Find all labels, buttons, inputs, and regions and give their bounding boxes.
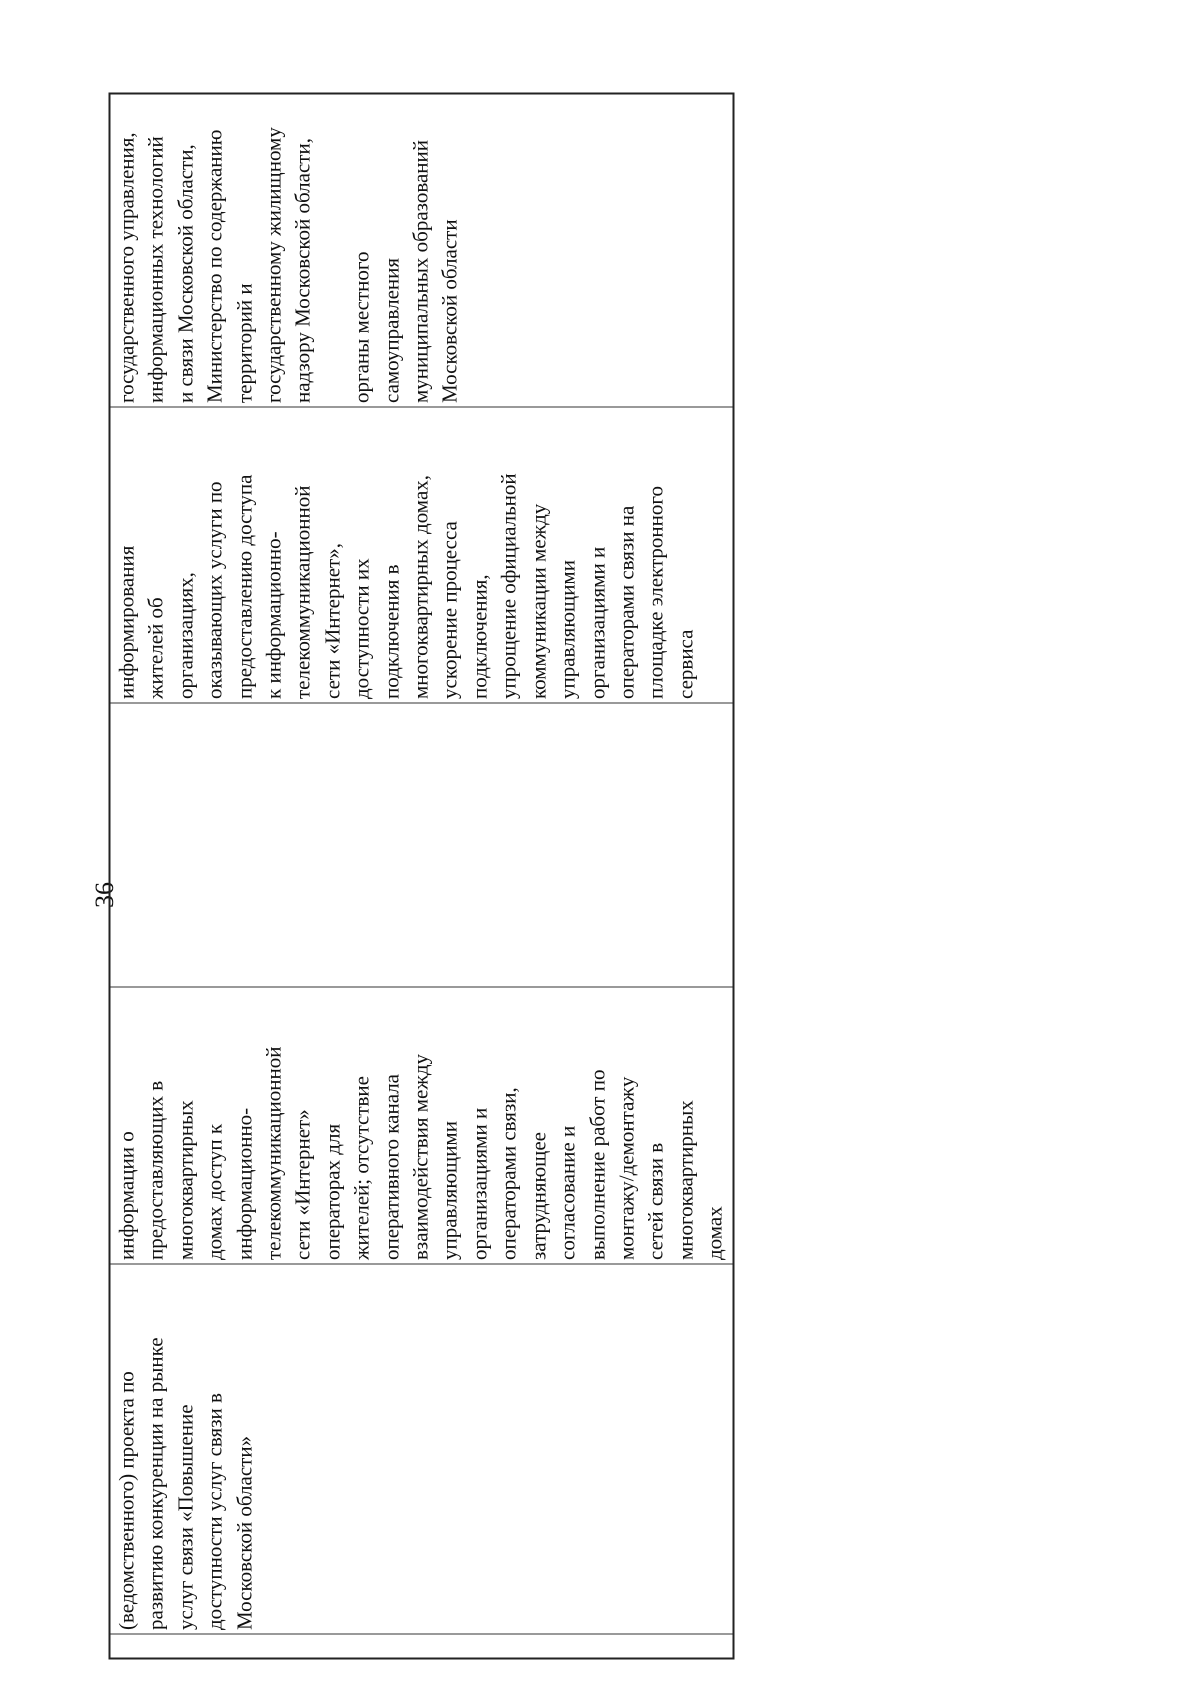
table-frame xyxy=(109,95,727,1660)
cell-line: многоквартирных домах, xyxy=(408,474,433,699)
cell-line: ускорение процесса xyxy=(437,521,462,699)
cell-line: Московской области» xyxy=(232,1435,257,1630)
cell-line: информации о xyxy=(114,1131,139,1260)
cell-line: (ведомственного) проекта по xyxy=(114,1371,139,1630)
cell-deadline xyxy=(110,704,734,988)
cell-line: надзору Московской области, xyxy=(290,138,315,403)
cell-line: упрощение официальной xyxy=(496,473,521,699)
cell-responsible xyxy=(110,94,734,408)
cell-line: информирования xyxy=(114,545,139,699)
cell-line: организациях, xyxy=(173,572,198,699)
cell-line: информационных технологий xyxy=(143,136,168,403)
cell-line: территорий и xyxy=(232,283,257,403)
cell-line: самоуправления xyxy=(379,257,404,403)
cell-line: Московской области xyxy=(437,219,462,403)
cell-line xyxy=(318,99,347,404)
cell-line: организациями и xyxy=(467,1107,492,1260)
cell-number xyxy=(110,1635,734,1659)
cell-line: операторами связи, xyxy=(496,1087,521,1260)
cell-line: развитию конкуренции на рынке xyxy=(143,1337,168,1630)
cell-line: к информационно- xyxy=(261,531,286,699)
cell-result xyxy=(110,408,734,704)
cell-line: сервиса xyxy=(673,629,698,699)
cell-problem xyxy=(110,988,734,1265)
table-row xyxy=(110,94,734,1659)
cell-line: информационно- xyxy=(232,1107,257,1260)
cell-line: коммуникации между xyxy=(526,503,551,699)
cell-line: Министерство по содержанию xyxy=(202,129,227,403)
cell-line: операторами связи на xyxy=(614,505,639,699)
cell-line: взаимодействия между xyxy=(408,1053,433,1260)
cell-line: услуг связи «Повышение xyxy=(173,1404,198,1630)
cell-line: государственного управления, xyxy=(114,132,139,403)
page-number: 36 xyxy=(90,882,119,908)
cell-line: доступности услуг связи в xyxy=(202,1393,227,1630)
cell-line: жителей; отсутствие xyxy=(349,1076,374,1260)
cell-project-name xyxy=(110,1265,734,1635)
cell-line: монтажу/демонтажу xyxy=(614,1076,639,1260)
cell-line: сети «Интернет», xyxy=(320,543,345,699)
cell-line: управляющими xyxy=(437,1121,462,1260)
cell-line: сети «Интернет» xyxy=(290,1109,315,1260)
cell-line: телекоммуникационной xyxy=(261,1046,286,1260)
cell-line: затрудняющее xyxy=(526,1132,551,1260)
cell-line: предоставлению доступа xyxy=(232,474,257,699)
cell-line: подключения, xyxy=(467,574,492,699)
measures-table xyxy=(109,93,735,1660)
cell-line: доступности их xyxy=(349,558,374,699)
cell-line: органы местного xyxy=(349,251,374,403)
cell-line: управляющими xyxy=(555,560,580,699)
cell-line: многоквартирных xyxy=(173,1100,198,1260)
cell-line: домах xyxy=(702,1206,727,1260)
cell-line: и связи Московской области, xyxy=(173,144,198,403)
cell-line: телекоммуникационной xyxy=(290,485,315,699)
cell-line: согласование и xyxy=(555,1125,580,1260)
cell-line: выполнение работ по xyxy=(585,1069,609,1260)
cell-line: организациями и xyxy=(585,546,609,699)
cell-line: подключения в xyxy=(379,564,404,699)
cell-line: сетей связи в xyxy=(643,1142,668,1260)
cell-line: жителей об xyxy=(143,597,168,699)
cell-line: муниципальных образований xyxy=(408,140,433,403)
cell-line: предоставляющих в xyxy=(143,1080,168,1260)
cell-line: домах доступ к xyxy=(202,1123,227,1260)
cell-line: многоквартирных xyxy=(673,1100,698,1260)
cell-line: государственному жилищному xyxy=(261,127,286,403)
cell-line: операторах для xyxy=(320,1123,345,1260)
cell-line: площадке электронного xyxy=(643,485,668,699)
cell-line: оказывающих услуги по xyxy=(202,481,227,699)
cell-line: оперативного канала xyxy=(379,1074,404,1260)
